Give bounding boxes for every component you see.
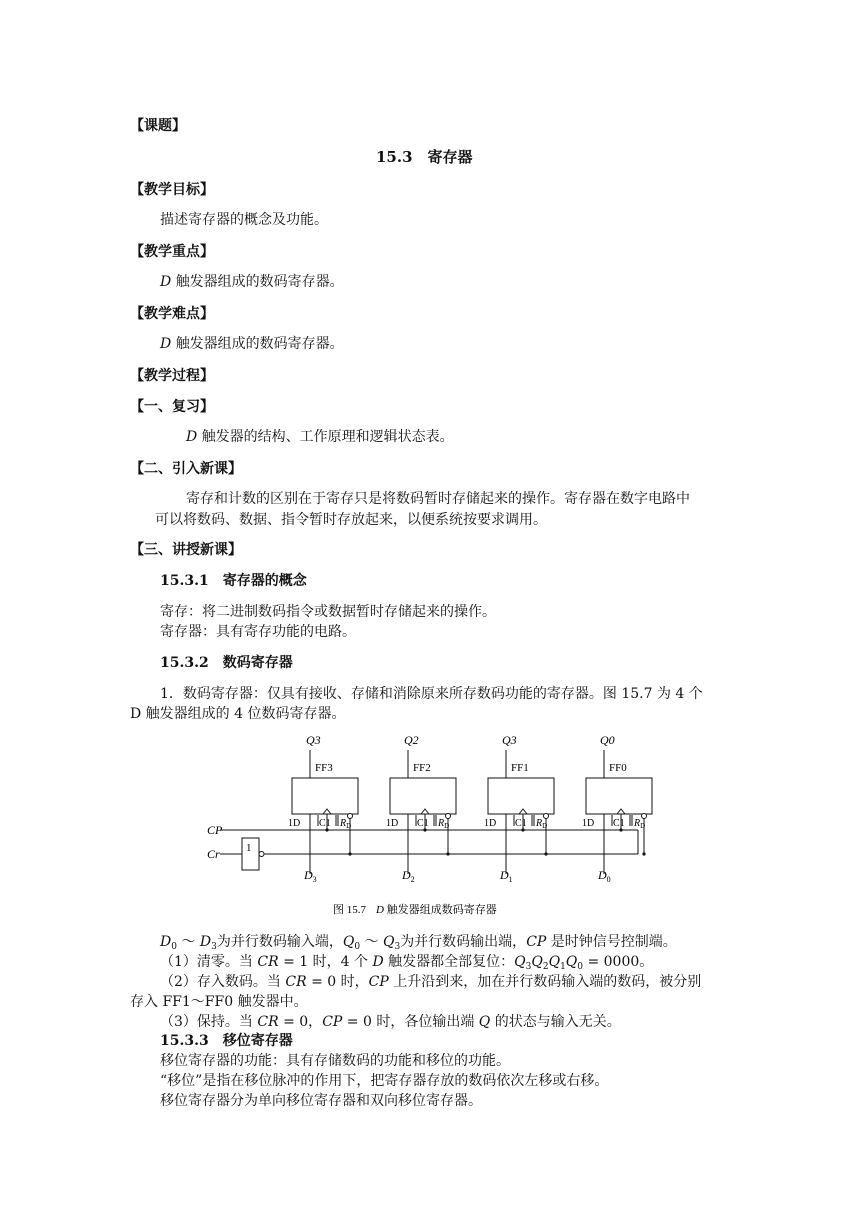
reset-bubble [348,814,353,819]
topic-heading: 【课题】 [130,118,186,134]
review-heading: 【一、复习】 [130,399,214,415]
clock-triangle [519,809,527,814]
pin-1d-label: 1D [484,818,497,829]
output-label: Q0 [600,733,615,747]
reset-bubble [642,814,647,819]
section-1-heading: 15.3.1 寄存器的概念 [160,573,307,589]
not-gate-bubble [259,852,264,857]
data-input-label: $D_0$ [598,868,611,884]
data-input-label: $D_3$ [304,868,317,884]
junction-dot [446,852,449,855]
reset-bubble [544,814,549,819]
key-heading: 【教学重点】 [130,244,214,260]
section-3-line1: 移位寄存器的功能：具有存储数码的功能和移位的功能。 [160,1053,510,1069]
output-label: Q3 [306,733,321,747]
flip-flop-box [488,778,554,814]
section-2-paragraph-line1: 1．数码寄存器：仅具有接收、存储和消除原来所存数码功能的寄存器。图 15.7 为 4 个 [160,686,703,702]
flip-flop-label: FF2 [413,762,431,774]
pin-rd-label: $R_D$ [536,818,548,830]
goals-heading: 【教学目标】 [130,182,214,198]
junction-dot [642,852,645,855]
section-1-line2: 寄存器：具有寄存功能的电路。 [160,624,356,640]
reset-bubble [446,814,451,819]
cp-label: CP [207,823,223,837]
pin-rd-label: $R_D$ [634,818,646,830]
goals-text: 描述寄存器的概念及功能。 [160,212,328,228]
section-3-line3: 移位寄存器分为单向移位寄存器和双向移位寄存器。 [160,1093,482,1109]
data-input-label: $D_2$ [402,868,415,884]
pin-c1-label: C1 [319,818,331,829]
flip-flop-box [586,778,652,814]
pin-1d-label: 1D [582,818,595,829]
data-input-label: $D_1$ [500,868,513,884]
pin-1d-label: 1D [386,818,399,829]
flip-flop-label: FF3 [315,762,333,774]
pin-1d-label: 1D [288,818,301,829]
clock-triangle [323,809,331,814]
section-3-line2: “移位”是指在移位脉冲的作用下，把寄存器存放的数码依次左移或右移。 [160,1073,609,1089]
pin-rd-label: $R_D$ [340,818,352,830]
review-text: D 触发器的结构、工作原理和逻辑状态表。 [186,429,454,445]
intro-paragraph-line2: 可以将数码、数据、指令暂时存放起来，以便系统按要求调用。 [155,512,547,528]
pin-c1-label: C1 [417,818,429,829]
intro-paragraph-line1: 寄存和计数的区别在于寄存只是将数码暂时存储起来的操作。寄存器在数字电路中 [186,491,690,507]
flip-flop-label: FF1 [511,762,529,774]
cr-label: Cr [207,847,220,861]
flip-flop-label: FF0 [609,762,627,774]
flip-flop-box [390,778,456,814]
process-heading: 【教学过程】 [130,368,214,384]
key-text: D 触发器组成的数码寄存器。 [160,274,344,290]
section-2-heading: 15.3.2 数码寄存器 [160,655,293,671]
junction-dot [348,852,351,855]
register-circuit-diagram [190,728,670,928]
store-step-line2: 存入 FF1～FF0 触发器中。 [130,994,308,1010]
intro-heading: 【二、引入新课】 [130,461,242,477]
section-2-paragraph-line2: D 触发器组成的 4 位数码寄存器。 [130,706,346,722]
pin-c1-label: C1 [515,818,527,829]
figure-caption: 图 15.7 D 触发器组成数码寄存器 [333,904,497,916]
clear-step: （1）清零。当 CR = 1 时，4 个 D 触发器都全部复位：$Q_3Q_2Q_1Q_0 = 0000$。 [160,954,654,972]
pin-rd-label: $R_D$ [438,818,450,830]
pin-c1-label: C1 [613,818,625,829]
flip-flop-box [292,778,358,814]
clock-triangle [421,809,429,814]
difficulty-text: D 触发器组成的数码寄存器。 [160,336,344,352]
store-step-line1: （2）存入数码。当 CR = 0 时，CP 上升沿到来，加在并行数码输入端的数码，被分别 [160,974,702,990]
io-description: $D_0$ ～ $D_3$为并行数码输入端，$Q_0$ ～ $Q_3$为并行数码输出端，CP 是时钟信号控制端。 [160,934,677,952]
output-label: Q2 [404,733,419,747]
junction-dot [544,852,547,855]
not-gate-label: 1 [246,842,252,854]
output-label: Q3 [502,733,517,747]
difficulty-heading: 【教学难点】 [130,306,214,322]
section-3-heading: 15.3.3 移位寄存器 [160,1033,293,1049]
clock-triangle [617,809,625,814]
section-1-line1: 寄存：将二进制数码指令或数据暂时存储起来的操作。 [160,604,496,620]
hold-step: （3）保持。当 CR = 0，CP = 0 时，各位输出端 Q 的状态与输入无关。 [160,1014,621,1030]
teach-heading: 【三、讲授新课】 [130,542,242,558]
page-title: 15.3 寄存器 [376,148,473,166]
